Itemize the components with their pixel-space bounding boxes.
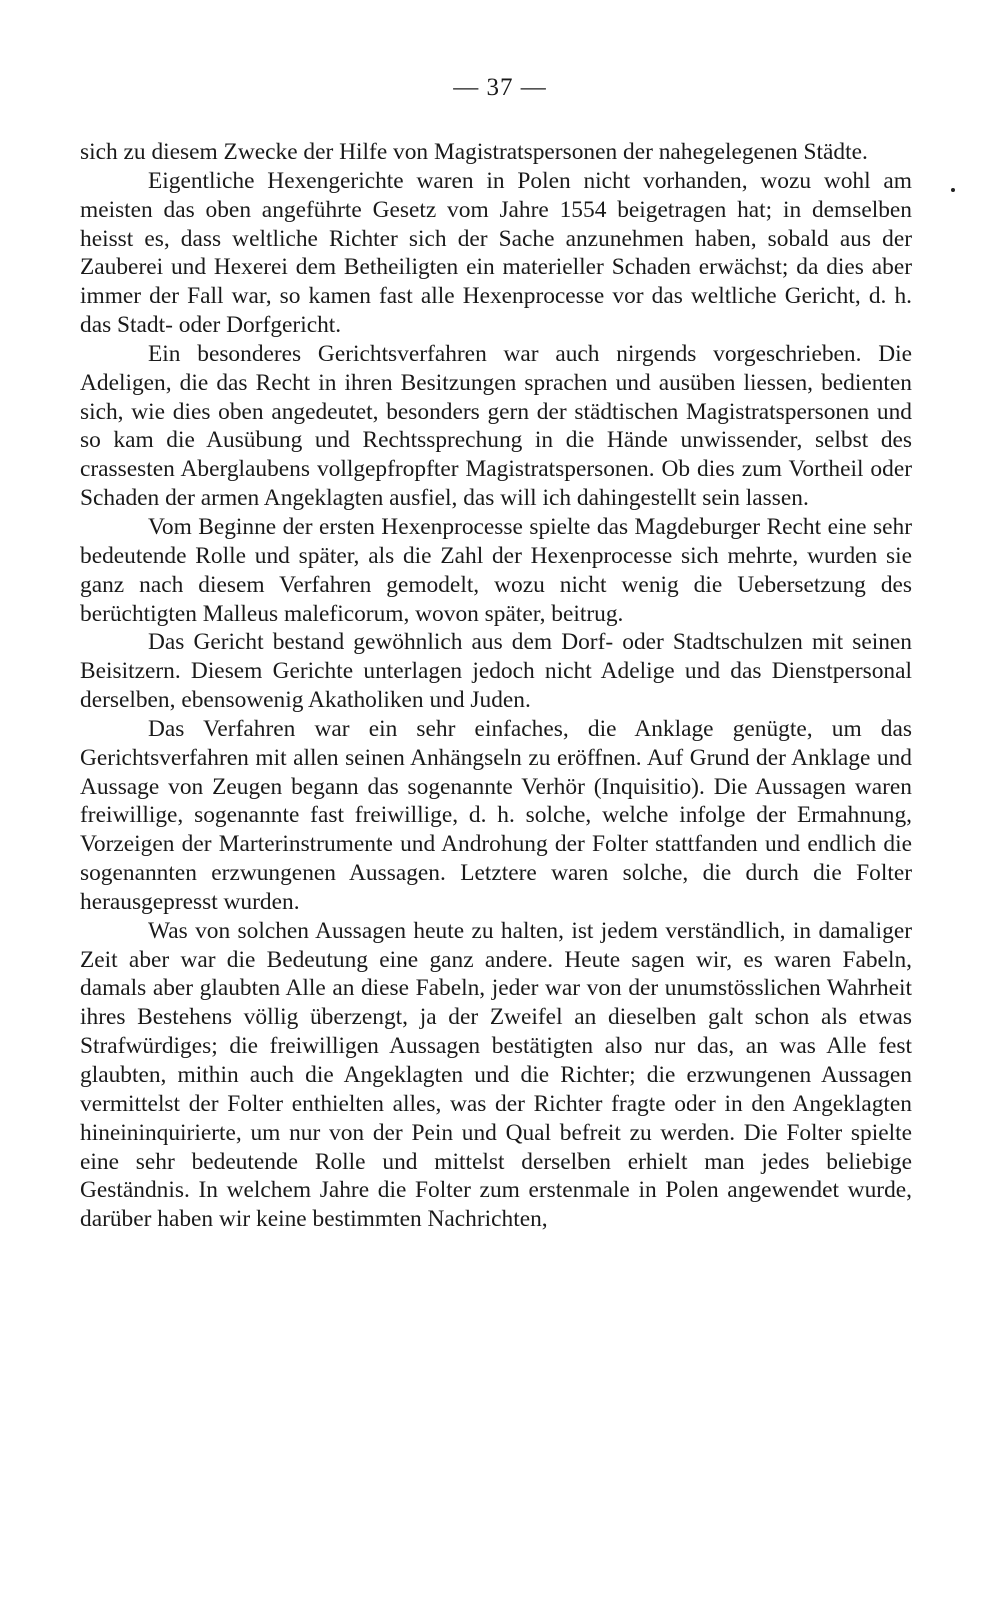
paragraph: Das Verfahren war ein sehr einfaches, die Anklage genügte, um das Gerichtsverfahren mit allen seinen Anhängseln zu eröffnen. Auf Grund der Anklage und Aussage von Zeugen begann das sogenannte Verhör (Inquisitio). Die Aussagen waren freiwillige, sogenannte fast freiwillige, d. h. solche, welche infolge der Ermahnung, Vorzeigen der Marterinstrumente und Androhung der Folter stattfanden und endlich die sogenannten erzwungenen Aussagen. Letztere waren solche, die durch die Folter herausgepresst wurden. bbox=[80, 715, 912, 915]
paragraph: Eigentliche Hexengerichte waren in Polen nicht vorhanden, wozu wohl am meisten das oben angeführte Gesetz vom Jahre 1554 beigetragen hat; in demselben heisst es, dass weltliche Richter sich der Sache anzunehmen haben, sobald aus der Zauberei und Hexerei dem Betheiligten ein materieller Schaden erwächst; da dies aber immer der Fall war, so kamen fast alle Hexenprocesse vor das weltliche Gericht, d. h. das Stadt- oder Dorfgericht. bbox=[80, 167, 912, 339]
paragraph: Ein besonderes Gerichtsverfahren war auch nirgends vorgeschrieben. Die Adeligen, die das Recht in ihren Besitzungen sprachen und ausüben liessen, bedienten sich, wie dies oben angedeutet, besonders gern der städtischen Magistratspersonen und so kam die Ausübung und Rechtssprechung in die Hände unwissender, selbst des crassesten Aberglaubens vollgepfropfter Magistratspersonen. Ob dies zum Vortheil oder Schaden der armen Angeklagten ausfiel, das will ich dahingestellt sein lassen. bbox=[80, 340, 912, 512]
body-text bbox=[80, 138, 912, 1234]
paragraph: Was von solchen Aussagen heute zu halten, ist jedem verständlich, in damaliger Zeit aber war die Bedeutung eine ganz andere. Heute sagen wir, es waren Fabeln, damals aber glaubten Alle an diese Fabeln, jeder war von der unumstösslichen Wahrheit ihres Bestehens völlig überzengt, ja der Zweifel an dieselben galt schon als etwas Strafwürdiges; die freiwilligen Aussagen bestätigten also nur das, an was Alle fest glaubten, mithin auch die Angeklagten und die Richter; die erzwungenen Aussagen vermittelst der Folter enthielten alles, was der Richter fragte oder in den Angeklagten hineininquirierte, um nur von der Pein und Qual befreit zu werden. Die Folter spielte eine sehr bedeutende Rolle und mittelst derselben erhielt man jedes beliebige Geständnis. In welchem Jahre die Folter zum erstenmale in Polen angewendet wurde, darüber haben wir keine bestimmten Nachrichten, bbox=[80, 917, 912, 1233]
paragraph: Vom Beginne der ersten Hexenprocesse spielte das Magdeburger Recht eine sehr bedeutende Rolle und später, als die Zahl der Hexenprocesse sich mehrte, wurden sie ganz nach diesem Verfahren gemodelt, wozu nicht wenig die Uebersetzung des berüchtigten Malleus maleficorum, wovon später, beitrug. bbox=[80, 513, 912, 627]
paragraph-continuation: sich zu diesem Zwecke der Hilfe von Magistratspersonen der nahegelegenen Städte. bbox=[80, 139, 868, 165]
paragraph: Das Gericht bestand gewöhnlich aus dem Dorf- oder Stadtschulzen mit seinen Beisitzern. Diesem Gerichte unterlagen jedoch nicht Adelige und das Dienstpersonal derselben, ebensowenig Akatholiken und Juden. bbox=[80, 629, 912, 714]
page-number: — 37 — bbox=[453, 74, 547, 101]
print-speck bbox=[951, 188, 955, 192]
